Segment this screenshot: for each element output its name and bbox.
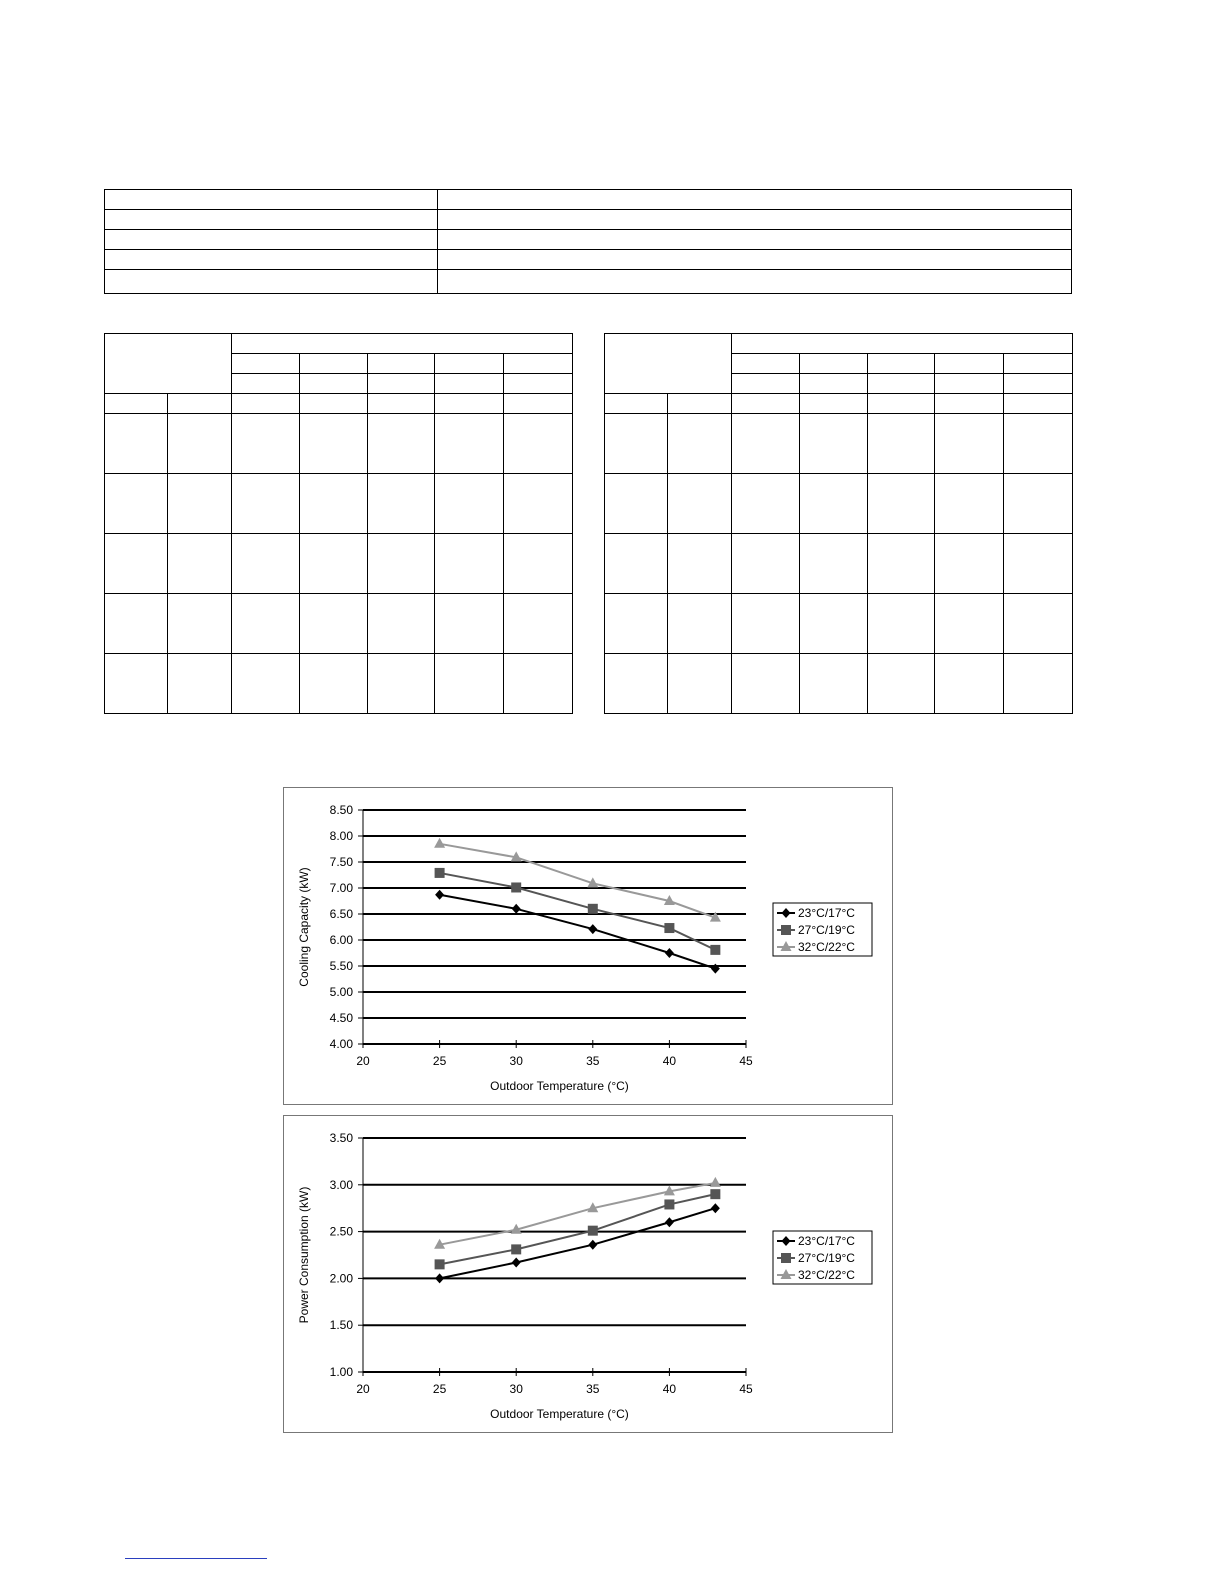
table-cell <box>232 534 300 594</box>
chart2-data-point <box>711 1203 720 1213</box>
table-cell <box>935 534 1004 594</box>
table-cell <box>232 474 300 534</box>
table-header-cell <box>1004 394 1073 414</box>
table-cell <box>732 594 800 654</box>
table-cell <box>668 534 732 594</box>
chart2-data-point <box>588 1240 597 1250</box>
table-cell <box>435 594 504 654</box>
table-cell <box>105 414 168 474</box>
table-cell <box>435 474 504 534</box>
table-row <box>105 594 573 654</box>
chart1-x-tick-label: 30 <box>509 1054 523 1068</box>
table-row <box>605 654 1073 714</box>
chart2-legend-marker <box>781 1253 791 1263</box>
chart2-x-tick-label: 20 <box>356 1382 370 1396</box>
footer-link-underline <box>125 1558 267 1559</box>
table-cell <box>438 230 1072 250</box>
chart1-data-point <box>434 838 445 848</box>
chart2-x-tick-label: 25 <box>432 1382 447 1396</box>
chart2-data-point <box>435 1259 445 1269</box>
chart1-x-tick-label: 40 <box>662 1054 677 1068</box>
table-cell <box>105 190 438 210</box>
table-header-cell <box>232 374 300 394</box>
table-header-cell <box>605 394 668 414</box>
table-cell <box>732 534 800 594</box>
table-header-cell <box>605 334 732 394</box>
table-cell <box>105 210 438 230</box>
table-cell <box>668 594 732 654</box>
table-header-cell <box>935 354 1004 374</box>
chart2-series-3 <box>434 1177 721 1249</box>
table-header-cell <box>668 394 732 414</box>
table-cell <box>105 250 438 270</box>
chart1-data-point <box>435 868 445 878</box>
table-cell <box>504 474 573 534</box>
table-cell <box>438 190 1072 210</box>
table-row <box>105 334 573 354</box>
table-header-cell <box>168 394 232 414</box>
table-cell <box>435 414 504 474</box>
table-cell <box>935 654 1004 714</box>
table-header-cell <box>105 394 168 414</box>
chart1-y-tick-label: 7.50 <box>329 855 353 869</box>
chart2-series-1 <box>435 1203 720 1283</box>
table-header-cell <box>935 374 1004 394</box>
table-header-cell <box>935 394 1004 414</box>
table-header-cell <box>1004 374 1073 394</box>
table-cell <box>232 414 300 474</box>
chart2-y-tick-label: 3.00 <box>329 1177 353 1192</box>
chart2-y-tick-label: 1.50 <box>329 1318 353 1333</box>
table-cell <box>668 654 732 714</box>
table-cell <box>105 534 168 594</box>
table-cell <box>868 654 935 714</box>
chart2-y-tick-label: 3.50 <box>329 1131 353 1145</box>
chart2-data-point <box>710 1177 721 1187</box>
table-row <box>605 594 1073 654</box>
chart1-legend-marker <box>781 925 791 935</box>
table-header-cell <box>504 354 573 374</box>
table-row <box>105 414 573 474</box>
chart1-x-tick-label: 35 <box>586 1054 600 1068</box>
chart2-x-tick-label: 40 <box>662 1382 677 1396</box>
table-cell <box>935 474 1004 534</box>
table-cell <box>1004 474 1073 534</box>
table-row <box>605 414 1073 474</box>
table-header-cell <box>504 374 573 394</box>
table-row <box>105 250 1072 270</box>
table-header-cell <box>732 354 800 374</box>
chart2-y-axis-label: Power Consumption (kW) <box>297 1186 311 1324</box>
table-cell <box>504 414 573 474</box>
table-cell <box>1004 534 1073 594</box>
chart2-y-tick-label: 1.00 <box>329 1365 353 1379</box>
table-row <box>105 394 573 414</box>
chart1-data-point <box>710 945 720 955</box>
table-cell <box>800 414 868 474</box>
chart1-y-tick-label: 4.50 <box>329 1011 353 1025</box>
chart1-y-tick-label: 4.00 <box>329 1037 353 1051</box>
table-cell <box>300 654 368 714</box>
table-cell <box>1004 654 1073 714</box>
table-cell <box>504 594 573 654</box>
chart2-x-tick-label: 35 <box>586 1382 600 1396</box>
table-cell <box>800 594 868 654</box>
chart1-y-tick-label: 5.00 <box>329 985 353 999</box>
table-header-cell <box>300 374 368 394</box>
table-header-cell <box>732 374 800 394</box>
table-cell <box>105 230 438 250</box>
table-cell <box>935 414 1004 474</box>
table-header-cell <box>732 394 800 414</box>
chart1-legend-label: 23°C/17°C <box>798 906 855 920</box>
table-header-cell <box>368 354 435 374</box>
table-cell <box>868 594 935 654</box>
table-header-cell <box>732 334 1073 354</box>
table-cell <box>168 414 232 474</box>
table-cell <box>668 474 732 534</box>
chart1-y-axis-label: Cooling Capacity (kW) <box>297 867 311 987</box>
spec-table <box>104 189 1072 294</box>
chart1-y-tick-label: 8.00 <box>329 829 353 843</box>
table-header-cell <box>1004 354 1073 374</box>
chart1-x-tick-label: 20 <box>356 1054 370 1068</box>
chart1-y-tick-label: 7.00 <box>329 881 353 895</box>
table-cell <box>668 414 732 474</box>
chart1-data-point <box>588 904 598 914</box>
table-header-cell <box>232 334 573 354</box>
table-cell <box>438 250 1072 270</box>
table-cell <box>868 534 935 594</box>
table-row <box>105 190 1072 210</box>
table-cell <box>800 474 868 534</box>
table-cell <box>605 414 668 474</box>
table-cell <box>368 474 435 534</box>
table-cell <box>300 414 368 474</box>
table-header-cell <box>300 394 368 414</box>
table-cell <box>105 594 168 654</box>
chart2-legend-label: 27°C/19°C <box>798 1251 855 1265</box>
chart2-series-2 <box>435 1189 721 1269</box>
table-row <box>105 534 573 594</box>
table-cell <box>300 474 368 534</box>
table-cell <box>368 534 435 594</box>
table-cell <box>168 654 232 714</box>
table-header-cell <box>868 394 935 414</box>
table-cell <box>168 534 232 594</box>
table-header-cell <box>800 354 868 374</box>
chart1-legend-label: 32°C/22°C <box>798 940 855 954</box>
chart1-x-tick-label: 45 <box>739 1054 753 1068</box>
chart2-series-line <box>440 1208 716 1278</box>
table-cell <box>504 654 573 714</box>
chart2-legend-label: 23°C/17°C <box>798 1234 855 1248</box>
table-header-cell <box>868 354 935 374</box>
table-header-cell <box>800 374 868 394</box>
performance-table-left <box>104 333 573 714</box>
table-header-cell <box>435 374 504 394</box>
table-cell <box>168 474 232 534</box>
chart2-data-point <box>588 1226 598 1236</box>
table-cell <box>732 474 800 534</box>
table-cell <box>1004 594 1073 654</box>
table-row <box>105 270 1072 294</box>
cooling-capacity-chart <box>283 787 893 1105</box>
table-cell <box>868 414 935 474</box>
chart2-data-point <box>511 1244 521 1254</box>
table-row <box>605 334 1073 354</box>
chart2-legend <box>773 1231 872 1284</box>
table-header-cell <box>868 374 935 394</box>
table-cell <box>438 270 1072 294</box>
table-cell <box>732 414 800 474</box>
table-cell <box>605 474 668 534</box>
table-header-cell <box>300 354 368 374</box>
table-cell <box>438 210 1072 230</box>
table-header-cell <box>232 354 300 374</box>
chart1-data-point <box>588 924 597 934</box>
table-cell <box>300 594 368 654</box>
chart2-y-tick-label: 2.00 <box>329 1271 353 1286</box>
table-cell <box>868 474 935 534</box>
table-row <box>105 230 1072 250</box>
table-cell <box>368 654 435 714</box>
chart1-y-tick-label: 5.50 <box>329 959 353 973</box>
table-cell <box>605 594 668 654</box>
chart2-legend-label: 32°C/22°C <box>798 1268 855 1282</box>
table-header-cell <box>800 394 868 414</box>
table-cell <box>105 474 168 534</box>
table-cell <box>732 654 800 714</box>
table-header-cell <box>105 334 232 394</box>
chart1-data-point <box>664 923 674 933</box>
chart2-y-tick-label: 2.50 <box>329 1224 353 1239</box>
chart1-y-tick-label: 6.00 <box>329 933 353 947</box>
table-cell <box>300 534 368 594</box>
chart1-y-tick-label: 6.50 <box>329 907 353 921</box>
performance-table-right <box>604 333 1073 714</box>
table-header-cell <box>504 394 573 414</box>
table-header-cell <box>232 394 300 414</box>
chart2-data-point <box>665 1217 674 1227</box>
chart2-data-point <box>710 1189 720 1199</box>
chart1-x-axis-label: Outdoor Temperature (°C) <box>490 1079 629 1093</box>
table-cell <box>435 534 504 594</box>
chart2-x-axis-label: Outdoor Temperature (°C) <box>490 1407 629 1421</box>
chart1-series-line <box>440 873 716 950</box>
table-cell <box>232 594 300 654</box>
table-cell <box>232 654 300 714</box>
table-row <box>105 654 573 714</box>
chart2-x-tick-label: 45 <box>739 1382 753 1396</box>
table-row <box>605 394 1073 414</box>
chart1-series-2 <box>435 868 721 955</box>
chart1-legend-label: 27°C/19°C <box>798 923 855 937</box>
table-header-cell <box>435 394 504 414</box>
table-cell <box>168 594 232 654</box>
table-row <box>605 474 1073 534</box>
table-header-cell <box>368 374 435 394</box>
chart2-series-line <box>440 1183 716 1245</box>
chart1-legend <box>773 903 872 956</box>
table-header-cell <box>435 354 504 374</box>
table-row <box>105 210 1072 230</box>
table-cell <box>800 534 868 594</box>
chart1-data-point <box>511 882 521 892</box>
power-consumption-plot <box>284 1116 892 1432</box>
table-cell <box>800 654 868 714</box>
chart1-y-tick-label: 8.50 <box>329 803 353 817</box>
table-cell <box>935 594 1004 654</box>
chart1-data-point <box>665 948 674 958</box>
cooling-capacity-plot <box>284 788 892 1104</box>
table-cell <box>105 654 168 714</box>
table-cell <box>605 654 668 714</box>
chart1-data-point <box>435 890 444 900</box>
chart1-x-tick-label: 25 <box>432 1054 447 1068</box>
table-cell <box>504 534 573 594</box>
table-row <box>105 474 573 534</box>
chart2-data-point <box>664 1199 674 1209</box>
table-cell <box>605 534 668 594</box>
chart2-data-point <box>512 1257 521 1267</box>
table-cell <box>368 594 435 654</box>
table-cell <box>435 654 504 714</box>
power-consumption-chart <box>283 1115 893 1433</box>
chart2-data-point <box>435 1273 444 1283</box>
chart2-x-tick-label: 30 <box>509 1382 523 1396</box>
table-row <box>605 534 1073 594</box>
chart1-data-point <box>512 904 521 914</box>
table-header-cell <box>368 394 435 414</box>
table-cell <box>1004 414 1073 474</box>
table-cell <box>105 270 438 294</box>
table-cell <box>368 414 435 474</box>
